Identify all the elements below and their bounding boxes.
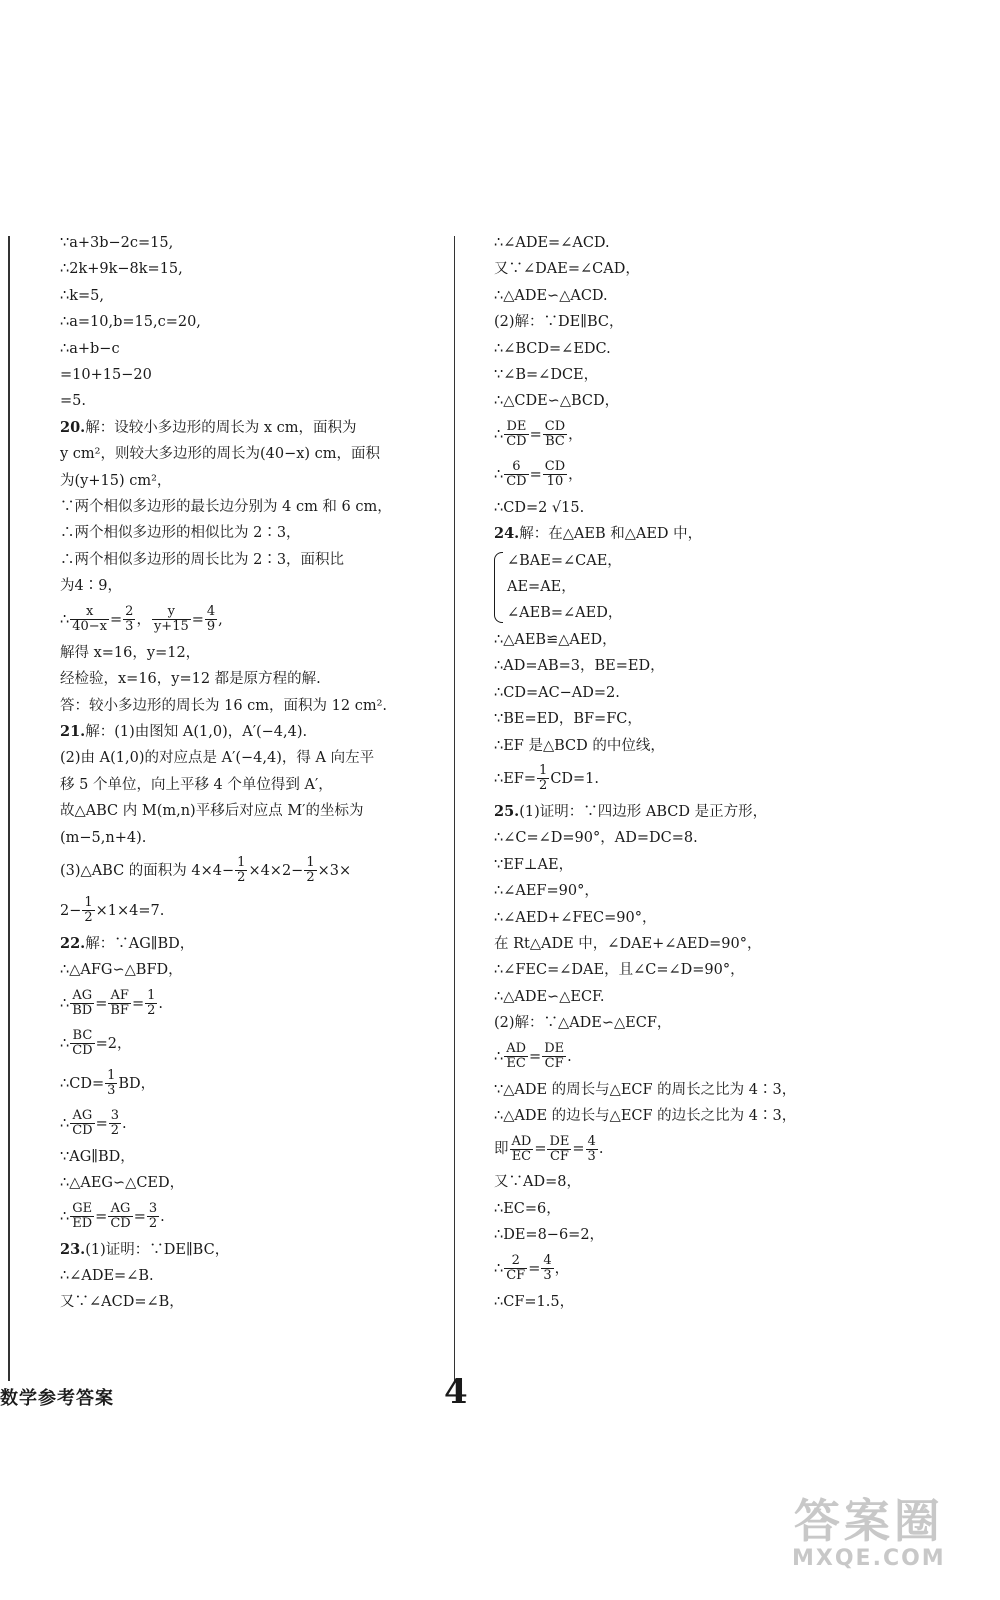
text-line: (2)解：∵△ADE∽△ECF，: [494, 1015, 672, 1032]
fraction: [109, 1109, 121, 1138]
numerator: AG: [108, 1202, 132, 1217]
equation-line: ∴ $\frac{AG}{CD}$ = $\frac{3}{2}$ .: [60, 1108, 127, 1139]
fraction: [70, 605, 109, 634]
denominator: 3: [125, 619, 134, 635]
question-20: [60, 415, 428, 441]
text-line: 解得 x=16，y=12，: [60, 644, 201, 661]
text-line: ∵EF⊥AE，: [494, 856, 574, 873]
question-22: [60, 931, 428, 957]
eq-symbol: .: [567, 1048, 572, 1065]
brace-lines: [507, 548, 622, 627]
text-line: ∴EF 是△BCD 的中位线，: [494, 737, 665, 754]
eq-text: (3)△ABC 的面积为 4×4−: [60, 862, 235, 879]
question-21: [60, 719, 428, 745]
text-line: 又∵AD=8，: [494, 1174, 581, 1191]
eq-symbol: ，: [568, 426, 583, 443]
eq-symbol: ∴: [60, 611, 70, 628]
text-line: (2)解：∵DE∥BC，: [494, 314, 624, 331]
text-line: ∴△ADE∽△ECF.: [494, 988, 605, 1005]
text-line: =10+15−20: [60, 367, 152, 384]
fraction: [541, 1254, 553, 1283]
question-number: 23.: [60, 1240, 86, 1258]
watermark-text: 答案圈: [793, 1494, 944, 1548]
denominator: 3: [107, 1083, 116, 1099]
denominator: 2: [148, 1216, 158, 1232]
eq-text: 即: [494, 1141, 509, 1158]
fraction: [504, 1254, 527, 1283]
fraction: [537, 764, 549, 793]
text-line: ∴k=5,: [60, 287, 104, 304]
left-column: [60, 230, 428, 1316]
denominator: CD: [506, 474, 527, 490]
text-line: 又∵∠DAE=∠CAD，: [494, 261, 640, 278]
question-number: 24.: [494, 525, 520, 543]
fraction: [586, 1135, 598, 1164]
text-line: 经检验，x=16，y=12 都是原方程的解.: [60, 671, 321, 688]
fraction: [235, 856, 247, 885]
text-line: ∴△ADE 的边长与△ECF 的边长之比为 4∶3，: [494, 1107, 797, 1124]
equation-line: ∴ $\frac{DE}{CD}$ = $\frac{CD}{BC}$ ，: [494, 419, 583, 450]
text-line: AE=AE，: [507, 579, 576, 596]
eq-text: ×4×2−: [248, 862, 304, 879]
denominator: BF: [110, 1003, 129, 1019]
text-line: ∵△ADE 的周长与△ECF 的周长之比为 4∶3，: [494, 1081, 797, 1098]
fraction: [82, 896, 94, 925]
denominator: CD: [72, 1043, 93, 1059]
numerator: 1: [107, 1068, 116, 1084]
denominator: CF: [506, 1268, 526, 1284]
equation-line: ∴ $\frac{x}{40-x}$ = $\frac{2}{3}$ ， $\frac{y}{y+15}$ = $\frac{4}{9}$ ,: [60, 604, 223, 635]
text-line: ∴a+b−c: [60, 340, 120, 357]
question-number: 25.: [494, 802, 520, 820]
fraction: [152, 605, 191, 634]
text-line: ∵两个相似多边形的最长边分别为 4 cm 和 6 cm，: [60, 499, 392, 516]
fraction: [504, 460, 528, 489]
numerator: DE: [504, 420, 528, 435]
text-line: (m−5,n+4).: [60, 829, 147, 846]
equation-line: ∴ $\frac{GE}{ED}$ = $\frac{AG}{CD}$ = $\frac{3}{2}$ .: [60, 1201, 165, 1232]
numerator: y: [152, 605, 191, 620]
equation-line: ∴ $\frac{BC}{CD}$ =2，: [60, 1028, 132, 1059]
denominator: 2: [84, 910, 93, 926]
text-line: 答：较小多边形的周长为 16 cm，面积为 12 cm².: [60, 697, 387, 714]
brace-system: [494, 548, 844, 627]
text-line: 故△ABC 内 M(m,n)平移后对应点 M′的坐标为: [60, 803, 364, 820]
equation-line: ∴ $\frac{AD}{EC}$ = $\frac{DE}{CF}$ .: [494, 1041, 572, 1072]
question-25: [494, 799, 844, 825]
numerator: 1: [84, 895, 93, 911]
equation-line: [60, 851, 428, 891]
text-line: ∴∠FEC=∠DAE，且∠C=∠D=90°，: [494, 962, 745, 979]
text-line: ∴∠ADE=∠B.: [60, 1267, 154, 1284]
question-number: 21.: [60, 722, 86, 740]
fraction: [542, 1042, 566, 1071]
fraction: [145, 989, 157, 1018]
numerator: 1: [147, 988, 156, 1004]
eq-text: BD，: [118, 1075, 156, 1092]
numerator: 2: [125, 604, 134, 620]
equation-line: ∴ $\frac{AG}{BD}$ = $\frac{AF}{BF}$ = $\frac{1}{2}$ .: [60, 988, 163, 1019]
denominator: 2: [110, 1123, 120, 1139]
text-line: (1)证明：∵DE∥BC，: [85, 1241, 230, 1258]
text-line: ∴∠AED+∠FEC=90°，: [494, 909, 657, 926]
eq-symbol: ，: [568, 466, 583, 483]
text-line: ∴△CDE∽△BCD，: [494, 393, 620, 410]
text-line: 解：设较小多边形的周长为 x cm，面积为: [85, 419, 357, 436]
text-line: ∴a=10,b=15,c=20,: [60, 314, 201, 331]
text-line: 移 5 个单位，向上平移 4 个单位得到 A′，: [60, 776, 333, 793]
numerator: 2: [504, 1254, 527, 1269]
text-line: ∴△AEG∽△CED，: [60, 1175, 185, 1192]
denominator: CD: [506, 434, 527, 450]
denominator: 10: [546, 474, 564, 490]
fraction: [543, 420, 567, 449]
question-number: 20.: [60, 418, 86, 436]
numerator: 1: [306, 855, 315, 871]
denominator: 2: [306, 870, 315, 886]
denominator: 40−x: [72, 619, 108, 635]
left-brace: [494, 552, 503, 623]
eq-symbol: .: [598, 1141, 604, 1158]
text-line: ∵∠B=∠DCE，: [494, 367, 599, 384]
denominator: 3: [587, 1148, 596, 1164]
text-line: ∠AEB=∠AED，: [507, 605, 623, 622]
text-line: =5.: [60, 393, 86, 410]
text-line: ∴两个相似多边形的相似比为 2∶3，: [60, 525, 301, 542]
fraction: [70, 1202, 94, 1231]
numerator: 4: [543, 1253, 552, 1269]
numerator: GE: [70, 1202, 94, 1217]
eq-symbol: .: [122, 1115, 127, 1132]
question-number: 22.: [60, 934, 86, 952]
column-divider: [454, 236, 455, 1381]
numerator: CD: [544, 459, 566, 475]
equation-line: ∴ $\frac{2}{CF}$ = $\frac{4}{3}$ ，: [494, 1253, 570, 1284]
left-margin-rule: [8, 236, 10, 1381]
denominator: BC: [545, 434, 565, 450]
denominator: y+15: [153, 619, 189, 635]
text-line: ∴CD=2 √15.: [494, 499, 585, 516]
text-line: ∴∠BCD=∠EDC.: [494, 340, 611, 357]
numerator: CD: [544, 419, 566, 435]
fraction: [105, 1069, 117, 1098]
eq-text: ×1×4=7.: [95, 902, 165, 919]
footer-label: 数学参考答案: [0, 1388, 114, 1409]
text-line: ∴2k+9k−8k=15,: [60, 261, 183, 278]
numerator: 1: [539, 763, 548, 779]
text-line: ∴CF=1.5，: [494, 1293, 575, 1310]
question-23: [60, 1237, 428, 1263]
numerator: 6: [504, 460, 528, 475]
fraction: [123, 605, 135, 634]
numerator: AG: [70, 1109, 94, 1124]
eq-text: ∴CD=: [60, 1075, 105, 1092]
denominator: EC: [511, 1148, 532, 1164]
text-line: 解：在△AEB 和△AED 中，: [519, 526, 703, 543]
denominator: CD: [72, 1123, 93, 1139]
fraction: [547, 1135, 571, 1164]
denominator: EC: [506, 1056, 526, 1072]
eq-text: =2，: [95, 1035, 132, 1052]
numerator: AF: [108, 989, 131, 1004]
text-line: 在 Rt△ADE 中，∠DAE+∠AED=90°，: [494, 935, 762, 952]
text-line: ∵a+3b−2c=15,: [60, 235, 174, 251]
text-line: (2)由 A(1,0)的对应点是 A′(−4,4)，得 A 向左平: [60, 750, 375, 767]
denominator: ED: [72, 1216, 93, 1232]
fraction: [108, 989, 131, 1018]
text-line: ∴CD=AC−AD=2.: [494, 684, 620, 701]
text-line: y cm²，则较大多边形的周长为(40−x) cm，面积: [60, 446, 381, 463]
denominator: CF: [549, 1148, 569, 1164]
eq-text: 2−: [60, 902, 82, 919]
denominator: 2: [237, 870, 246, 886]
watermark-logo: [792, 1496, 946, 1572]
text-line: 为(y+15) cm²，: [60, 472, 172, 489]
text-line: 为4∶9，: [60, 578, 122, 595]
numerator: AD: [511, 1133, 532, 1149]
numerator: BC: [70, 1029, 94, 1044]
text-line: ∴AD=AB=3，BE=ED，: [494, 658, 665, 675]
text-line: ∴两个相似多边形的周长比为 2∶3，面积比: [60, 551, 345, 568]
denominator: 2: [147, 1003, 156, 1019]
numerator: 4: [587, 1133, 596, 1149]
text-line: ∴△ADE∽△ACD.: [494, 287, 608, 304]
text-line: ∴DE=8−6=2，: [494, 1227, 605, 1244]
denominator: 2: [539, 778, 548, 794]
fraction: [510, 1135, 534, 1164]
denominator: CF: [544, 1056, 564, 1072]
fraction: [108, 1202, 132, 1231]
denominator: 9: [206, 619, 216, 635]
text-line: ∴∠C=∠D=90°，AD=DC=8.: [494, 830, 698, 847]
fraction: [504, 420, 528, 449]
numerator: AD: [506, 1041, 527, 1057]
equation-line: 即 $\frac{AD}{EC}$ = $\frac{DE}{CF}$ = $\frac{4}{3}$ .: [494, 1133, 604, 1164]
fraction: [70, 989, 94, 1018]
equation-line: [60, 891, 428, 931]
eq-symbol: ，: [554, 1260, 570, 1277]
numerator: 4: [206, 604, 216, 620]
equation-line: [60, 1064, 428, 1104]
eq-symbol: .: [160, 1208, 165, 1225]
eq-text: ×3×: [317, 862, 352, 879]
equation-line: [494, 759, 844, 799]
numerator: x: [70, 605, 109, 620]
numerator: DE: [544, 1041, 565, 1057]
denominator: 3: [543, 1268, 552, 1284]
numerator: 3: [148, 1201, 158, 1217]
numerator: DE: [549, 1133, 570, 1149]
text-line: ∴∠ADE=∠ACD.: [494, 235, 610, 251]
text-line: (1)证明：∵四边形 ABCD 是正方形，: [519, 803, 768, 820]
text-line: ∠BAE=∠CAE，: [507, 552, 622, 569]
numerator: AG: [70, 989, 94, 1004]
text-line: ∴∠AEF=90°，: [494, 883, 599, 900]
fraction: [205, 605, 217, 634]
equation-line: ∴ $\frac{6}{CD}$ = $\frac{CD}{10}$ ，: [494, 459, 583, 490]
fraction: [70, 1109, 94, 1138]
eq-symbol: .: [158, 995, 163, 1012]
page-number: 4: [444, 1372, 468, 1412]
denominator: BD: [72, 1003, 93, 1019]
eq-symbol: ,: [218, 611, 223, 628]
fraction: [70, 1029, 94, 1058]
fraction: [504, 1042, 528, 1071]
text-line: ∴EC=6，: [494, 1200, 561, 1217]
text-line: 又∵∠ACD=∠B，: [60, 1294, 184, 1311]
question-24: [494, 521, 844, 547]
text-line: ∵BE=ED，BF=FC，: [494, 711, 642, 728]
text-line: ∵AG∥BD，: [60, 1148, 135, 1165]
right-column: [494, 230, 844, 1315]
watermark-url: MXQE.COM: [792, 1546, 946, 1571]
text-line: 解：(1)由图知 A(1,0)，A′(−4,4).: [85, 723, 308, 740]
text-line: ∴△AFG∽△BFD，: [60, 962, 183, 979]
denominator: CD: [110, 1216, 131, 1232]
fraction: [147, 1202, 159, 1231]
text-line: ∴△AEB≌△AED，: [494, 631, 617, 648]
fraction: [543, 460, 567, 489]
eq-text: CD=1.: [550, 770, 600, 787]
fraction: [304, 856, 316, 885]
numerator: 1: [237, 855, 246, 871]
numerator: 3: [110, 1108, 120, 1124]
eq-text: ∴EF=: [494, 770, 537, 787]
text-line: 解：∵AG∥BD，: [85, 935, 195, 952]
